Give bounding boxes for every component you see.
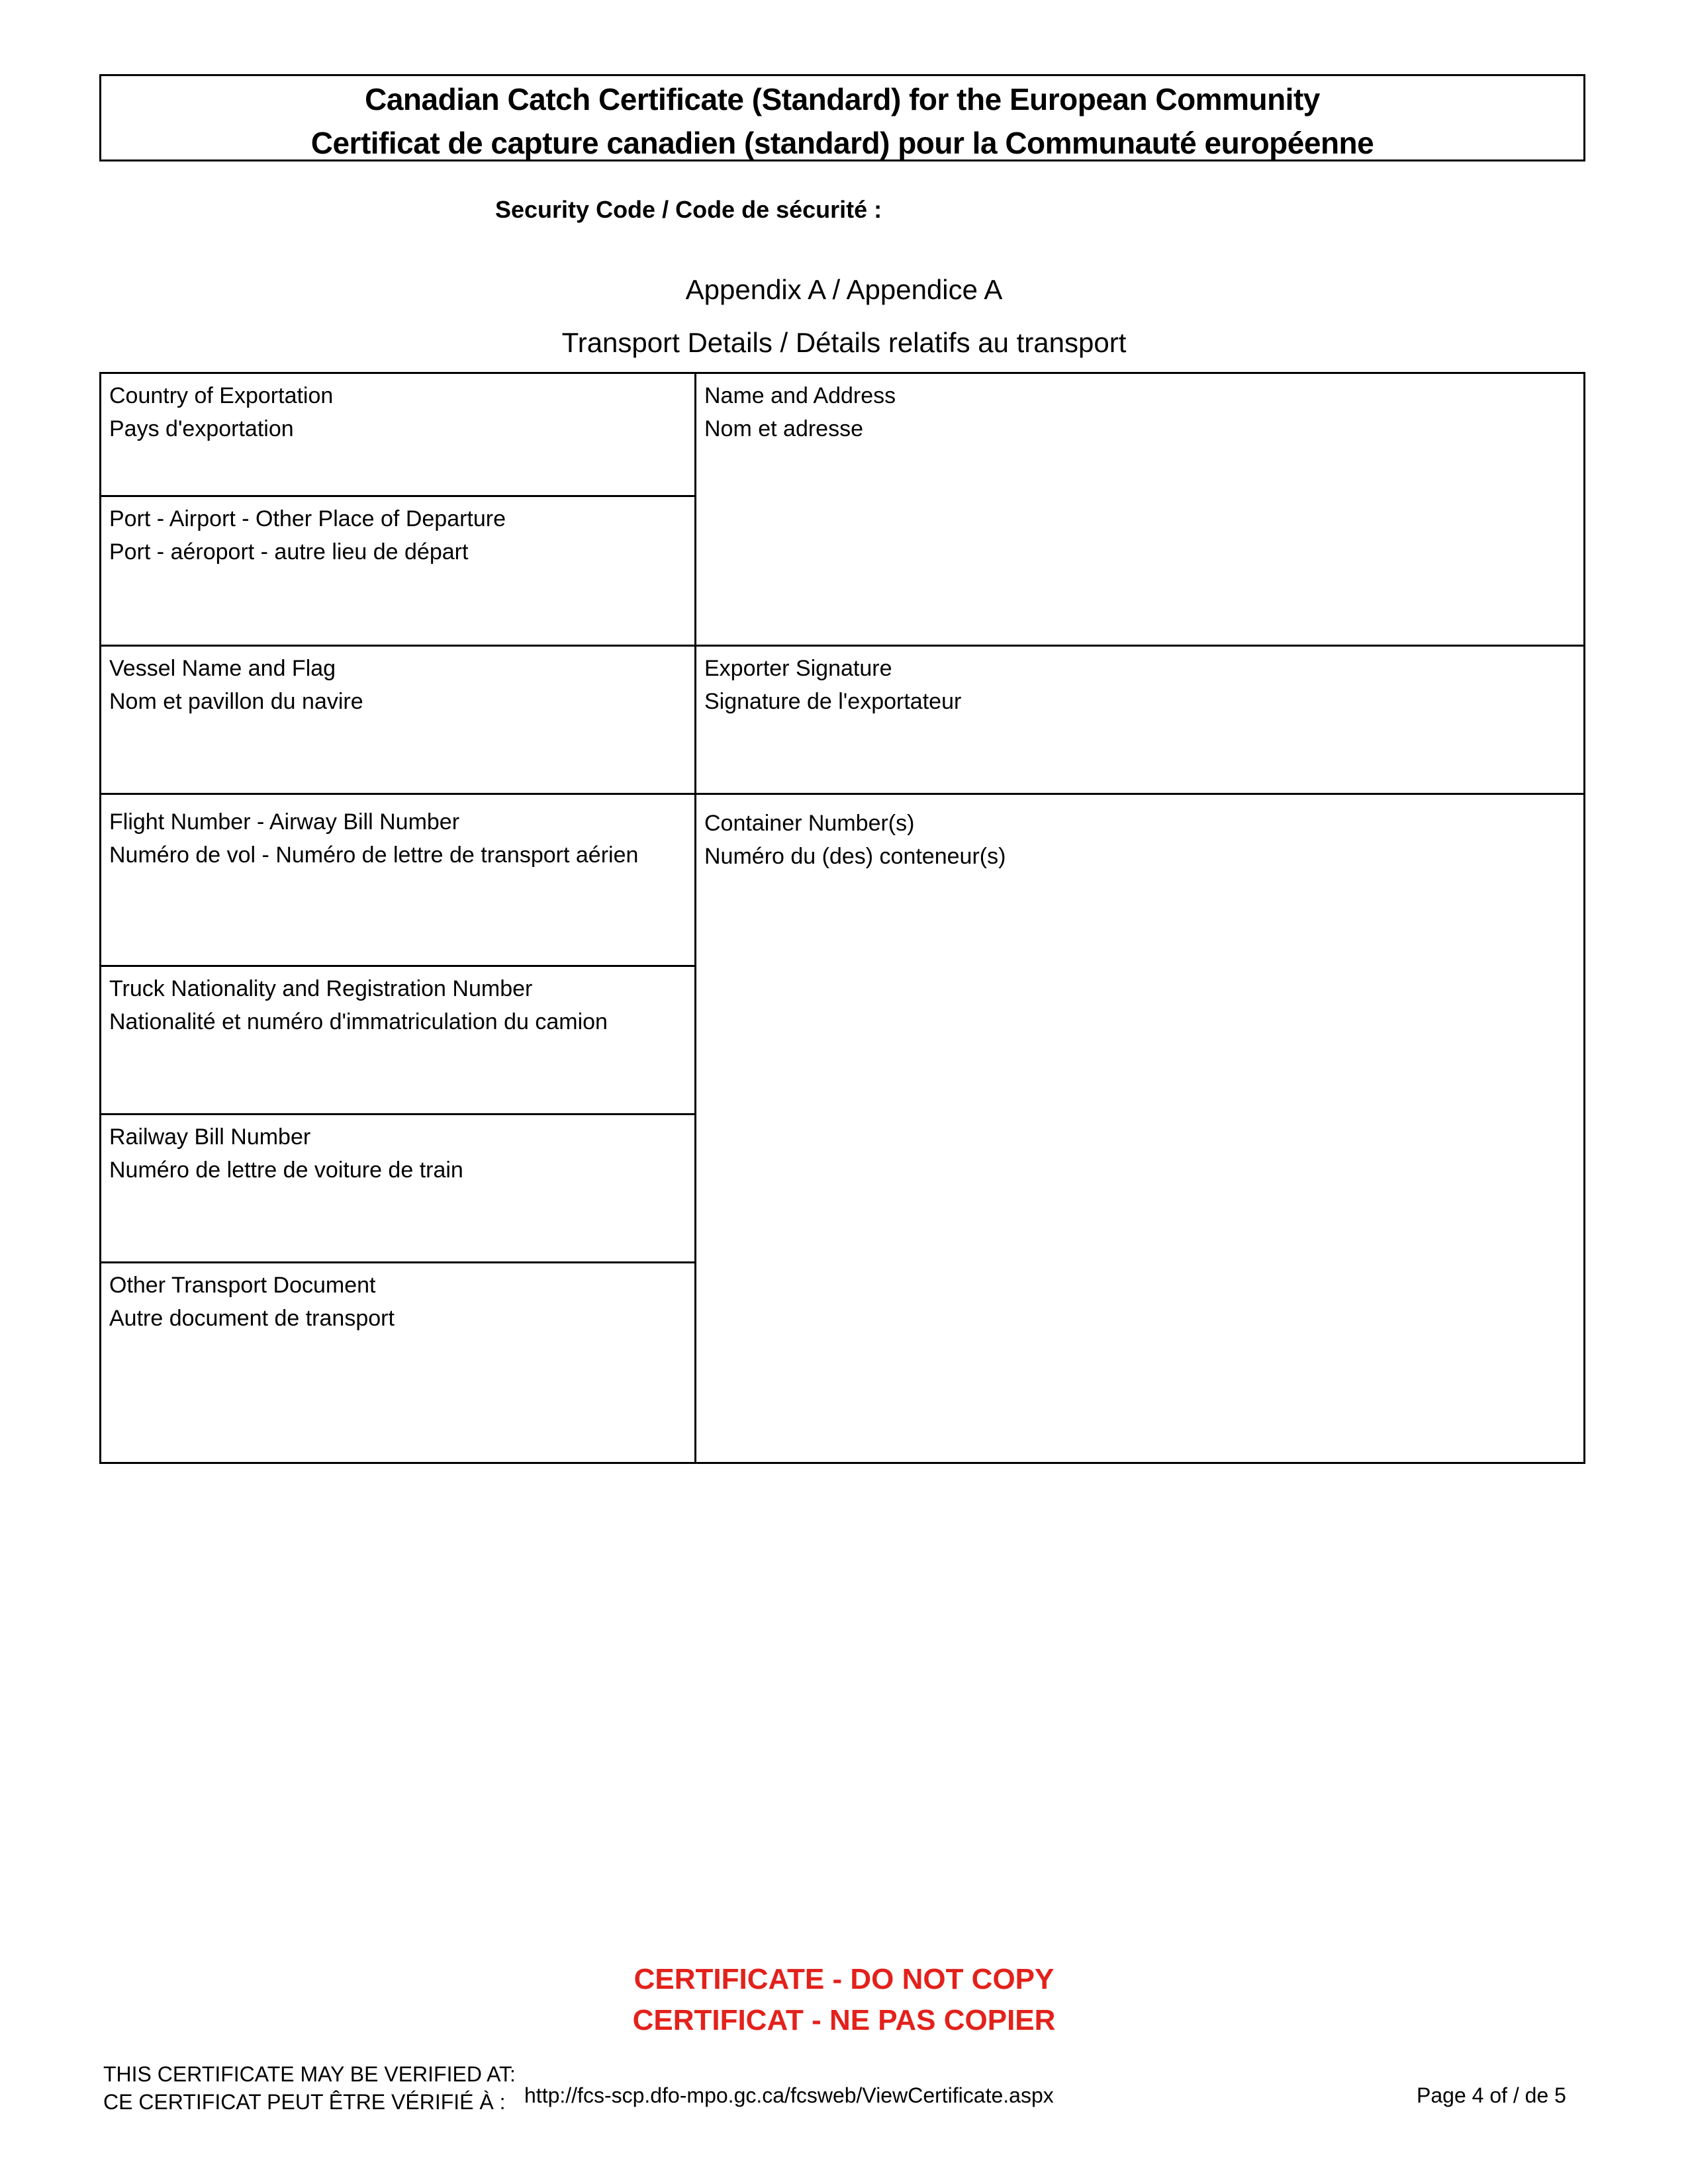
flight-number-field[interactable] — [101, 795, 694, 965]
document-title-fr: Certificat de capture canadien (standard) pour la Communauté européenne — [310, 126, 1374, 160]
field-label-en: Railway Bill Number — [109, 1124, 311, 1150]
container-numbers-field[interactable] — [696, 795, 1583, 1462]
field-label-fr: Nationalité et numéro d'immatriculation du camion — [109, 1009, 608, 1034]
field-label-en: Truck Nationality and Registration Number — [109, 976, 533, 1001]
truck-nationality-field[interactable] — [101, 967, 694, 1113]
field-label-en: Name and Address — [704, 383, 896, 408]
field-label-fr: Nom et adresse — [704, 416, 863, 441]
do-not-copy-stamp-en: CERTIFICATE - DO NOT COPY — [633, 1963, 1055, 1995]
verify-notice-en: THIS CERTIFICATE MAY BE VERIFIED AT: — [103, 2062, 516, 2086]
field-label-fr: Autre document de transport — [109, 1306, 395, 1331]
verification-url[interactable]: http://fcs-scp.dfo-mpo.gc.ca/fcsweb/ViewCertificate.aspx — [524, 2083, 1054, 2107]
field-label-fr: Nom et pavillon du navire — [109, 689, 363, 714]
title-box — [99, 74, 1585, 161]
field-label-en: Vessel Name and Flag — [109, 656, 336, 681]
verify-notice-fr: CE CERTIFICAT PEUT ÊTRE VÉRIFIÉ À : — [103, 2090, 506, 2114]
exporter-signature-field[interactable] — [696, 647, 1583, 793]
field-label-en: Port - Airport - Other Place of Departure — [109, 506, 506, 531]
field-label-en: Flight Number - Airway Bill Number — [109, 809, 460, 835]
field-label-fr: Port - aéroport - autre lieu de départ — [109, 539, 469, 565]
other-transport-document-field[interactable] — [101, 1263, 694, 1462]
security-code-label: Security Code / Code de sécurité : — [495, 196, 882, 223]
field-label-en: Exporter Signature — [704, 656, 892, 681]
name-and-address-field[interactable] — [696, 374, 1583, 645]
field-label-fr: Numéro du (des) conteneur(s) — [704, 844, 1006, 869]
country-of-exportation-field[interactable] — [101, 374, 694, 495]
appendix-title: Appendix A / Appendice A — [685, 274, 1003, 305]
do-not-copy-stamp-fr: CERTIFICAT - NE PAS COPIER — [632, 2004, 1056, 2036]
railway-bill-field[interactable] — [101, 1115, 694, 1261]
field-label-fr: Pays d'exportation — [109, 416, 294, 441]
port-of-departure-field[interactable] — [101, 497, 694, 645]
transport-details-table — [99, 372, 1585, 1464]
field-label-fr: Numéro de lettre de voiture de train — [109, 1158, 463, 1183]
field-label-fr: Numéro de vol - Numéro de lettre de transport aérien — [109, 842, 639, 868]
page-number: Page 4 of / de 5 — [1417, 2083, 1566, 2107]
field-label-fr: Signature de l'exportateur — [704, 689, 962, 714]
field-label-en: Country of Exportation — [109, 383, 334, 408]
field-label-en: Other Transport Document — [109, 1273, 376, 1298]
field-label-en: Container Number(s) — [704, 811, 915, 836]
vessel-name-flag-field[interactable] — [101, 647, 694, 793]
transport-details-heading: Transport Details / Détails relatifs au transport — [561, 327, 1127, 358]
document-title-en: Canadian Catch Certificate (Standard) for the European Community — [365, 82, 1320, 116]
